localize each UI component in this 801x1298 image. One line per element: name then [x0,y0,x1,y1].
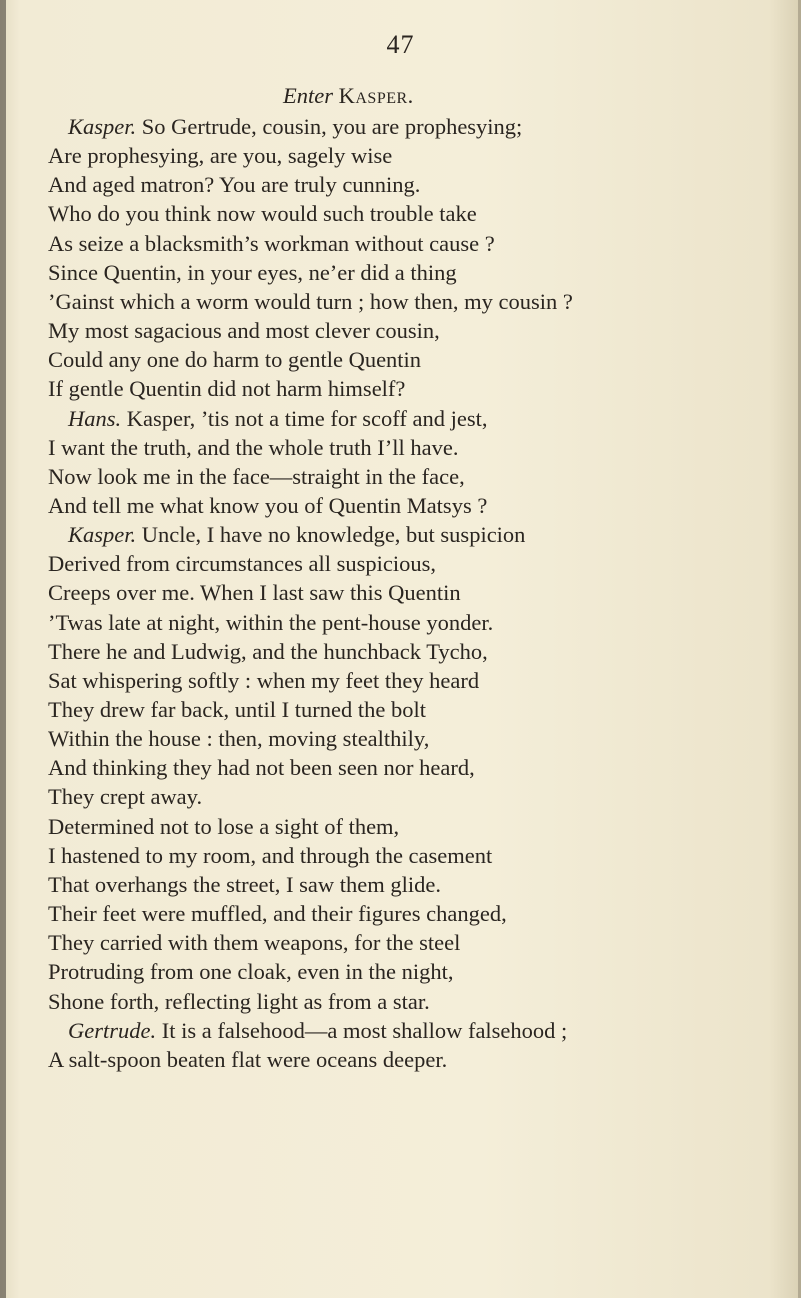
verse-line [48,754,475,782]
speech-line-with-speaker [68,1017,567,1045]
binding-shadow [0,0,6,1298]
line-text: ’Gainst which a worm would turn ; how then, my cousin ? [48,288,573,314]
verse-line [48,725,429,753]
line-text: Are prophesying, are you, sagely wise [48,143,393,169]
verse-line [48,579,461,607]
speech-line-with-speaker [68,113,522,141]
speaker-name: Kasper. [68,522,137,548]
line-text: A salt-spoon beaten flat were oceans deeper. [48,1046,448,1072]
line-text: I hastened to my room, and through the casement [48,842,493,868]
line-text: Shone forth, reflecting light as from a star. [48,988,430,1014]
verse-line [48,783,202,811]
verse-line [48,434,459,462]
line-text: So Gertrude, cousin, you are prophesying; [136,114,523,139]
line-text: Derived from circumstances all suspicious, [48,551,437,577]
verse-line [48,871,441,899]
direction-character: Kasper. [338,83,414,108]
line-text: That overhangs the street, I saw them glide. [48,871,442,897]
line-text: And thinking they had not been seen nor heard, [48,755,475,781]
line-text: ’Twas late at night, within the pent-house yonder. [48,609,494,635]
speaker-name: Kasper. [68,114,137,139]
line-text: They carried with them weapons, for the steel [48,930,461,956]
line-text: Creeps over me. When I last saw this Quentin [48,580,461,606]
verse-line [48,842,492,870]
verse-line [48,900,507,928]
verse-line [48,958,454,986]
verse-line [48,492,487,520]
line-text: If gentle Quentin did not harm himself? [48,376,406,402]
verse-line [48,171,420,199]
line-text: Since Quentin, in your eyes, ne’er did a thing [48,259,457,285]
line-text: Now look me in the face—straight in the face, [48,463,465,489]
line-text: Determined not to lose a sight of them, [48,813,400,839]
line-text: Their feet were muffled, and their figures changed, [48,901,507,927]
line-text: Within the house : then, moving stealthily, [48,726,430,752]
verse-line [48,375,405,403]
line-text: And tell me what know you of Quentin Matsys ? [48,492,488,518]
verse-line [48,638,488,666]
verse-line [48,929,460,957]
stage-direction [283,82,414,110]
verse-line [48,813,399,841]
line-text: Sat whispering softly : when my feet they heard [48,667,480,693]
verse-line [48,550,436,578]
page-number: 47 [386,30,415,59]
line-text: Could any one do harm to gentle Quentin [48,347,422,373]
direction-verb: Enter [283,83,333,108]
verse-line [48,346,421,374]
line-text: They crept away. [48,784,203,810]
speech-line-with-speaker [68,521,525,549]
line-text: Who do you think now would such trouble take [48,201,477,227]
line-text: It is a falsehood—a most shallow falsehood ; [156,1017,568,1043]
line-text: My most sagacious and most clever cousin, [48,318,440,344]
verse-line [48,230,495,258]
verse-line [48,696,426,724]
speaker-name: Hans. [68,405,122,431]
speaker-name: Gertrude. [68,1017,157,1043]
line-text: Uncle, I have no knowledge, but suspicion [136,522,526,548]
verse-line [48,609,493,637]
verse-line [48,667,479,695]
verse-line [48,463,465,491]
line-text: There he and Ludwig, and the hunchback Tycho, [48,638,488,664]
verse-line [48,259,457,287]
verse-line [48,1046,447,1074]
line-text: They drew far back, until I turned the bolt [48,697,426,722]
verse-line [48,200,477,228]
line-text: As seize a blacksmith’s workman without cause ? [48,230,495,256]
verse-line [48,288,573,316]
line-text: And aged matron? You are truly cunning. [48,172,421,198]
verse-line [48,142,392,170]
line-text: I want the truth, and the whole truth I’ll have. [48,434,459,460]
line-text: Protruding from one cloak, even in the night, [48,959,454,985]
speech-line-with-speaker [68,405,487,433]
verse-line [48,317,440,345]
verse-line [48,988,430,1016]
line-text: Kasper, ’tis not a time for scoff and jest, [121,405,488,431]
